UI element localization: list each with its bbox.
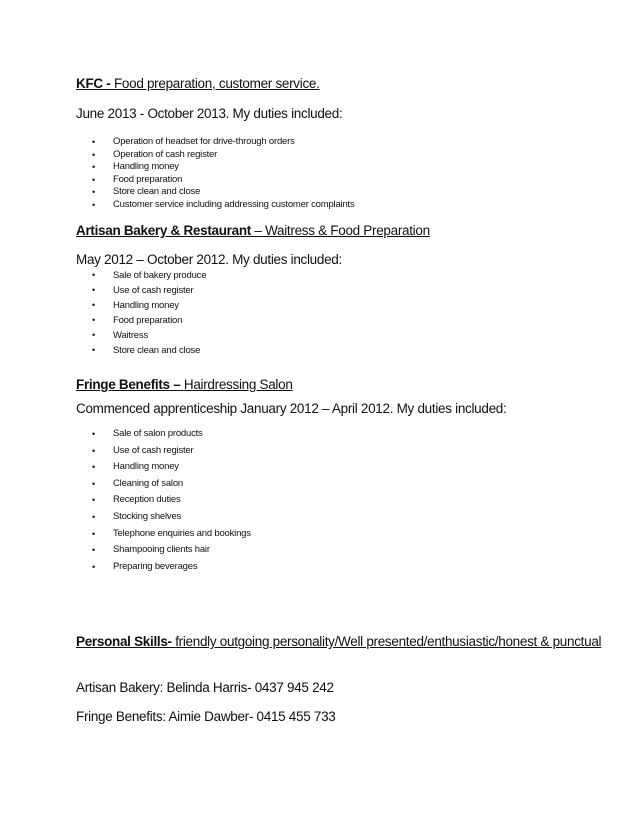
job-heading-artisan [76,223,430,238]
bullet-icon: • [92,174,95,185]
list-item: • Operation of cash register [92,148,218,160]
bullet-icon: • [92,445,95,456]
skills-label: Personal Skills- [76,634,176,649]
list-item: • Handling money [92,161,179,173]
bullet-icon: • [92,149,95,160]
list-item: • Handling money [113,459,251,476]
list-item: • Use of cash register [113,443,251,460]
reference-fringe: Fringe Benefits: Aimie Dawber- 0415 455 733 [76,709,336,724]
list-item: • Sale of bakery produce [92,270,207,281]
bullet-icon: • [92,187,95,198]
bullet-icon: • [92,285,95,295]
list-item: • Food preparation [92,315,183,326]
bullet-icon: • [92,345,95,355]
job-role: – Waitress & Food Preparation [250,223,430,238]
job-role: Food preparation, customer service. [113,76,320,91]
bullet-icon: • [92,495,95,506]
list-item: • Shampooing clients hair [113,542,251,559]
list-item: • Store clean and close [92,345,201,356]
duties-list-artisan [92,268,207,358]
employer-name: Fringe Benefits – [76,377,184,392]
employer-name: Artisan Bakery & Restaurant [76,223,251,238]
employer-name: KFC - [76,76,114,91]
bullet-icon: • [92,315,95,325]
bullet-icon: • [92,528,95,539]
list-item: • Telephone enquiries and bookings [113,526,251,543]
bullet-icon: • [92,511,95,522]
bullet-icon: • [92,478,95,489]
job-heading-fringe [76,377,293,392]
job-role: Hairdressing Salon [183,377,293,392]
bullet-icon: • [92,199,95,210]
personal-skills [76,634,601,649]
duties-list-kfc [92,136,355,212]
list-item: • Operation of headset for drive-through orders [92,136,295,147]
list-item: • Use of cash register [92,285,194,296]
skills-text: friendly outgoing personality/Well presented/enthusiastic/honest & punctual [175,634,602,649]
bullet-icon: • [92,561,95,572]
list-item: • Customer service including addressing customer complaints [92,198,355,210]
bullet-icon: • [92,545,95,556]
list-item: • Cleaning of salon [113,476,251,493]
list-item: • Handling money [92,300,179,311]
duties-list-fringe [92,426,251,575]
bullet-icon: • [92,162,95,173]
list-item: • Waitress [92,330,148,341]
list-item: • Sale of salon products [113,426,251,443]
bullet-icon: • [92,429,95,439]
bullet-icon: • [92,300,95,310]
reference-artisan: Artisan Bakery: Belinda Harris- 0437 945 242 [76,680,334,695]
bullet-icon: • [92,137,95,147]
list-item: • Preparing beverages [113,559,251,576]
list-item: • Food preparation [92,173,183,185]
list-item: • Reception duties [113,492,251,509]
list-item: • Store clean and close [92,186,201,198]
bullet-icon: • [92,462,95,473]
list-item: • Stocking shelves [113,509,251,526]
job-period-artisan: May 2012 – October 2012. My duties included: [76,252,342,267]
bullet-icon: • [92,330,95,340]
job-period-fringe: Commenced apprenticeship January 2012 – April 2012. My duties included: [76,401,507,416]
bullet-icon: • [92,270,95,280]
job-period-kfc: June 2013 - October 2013. My duties included: [76,106,343,121]
job-heading-kfc [76,76,320,91]
